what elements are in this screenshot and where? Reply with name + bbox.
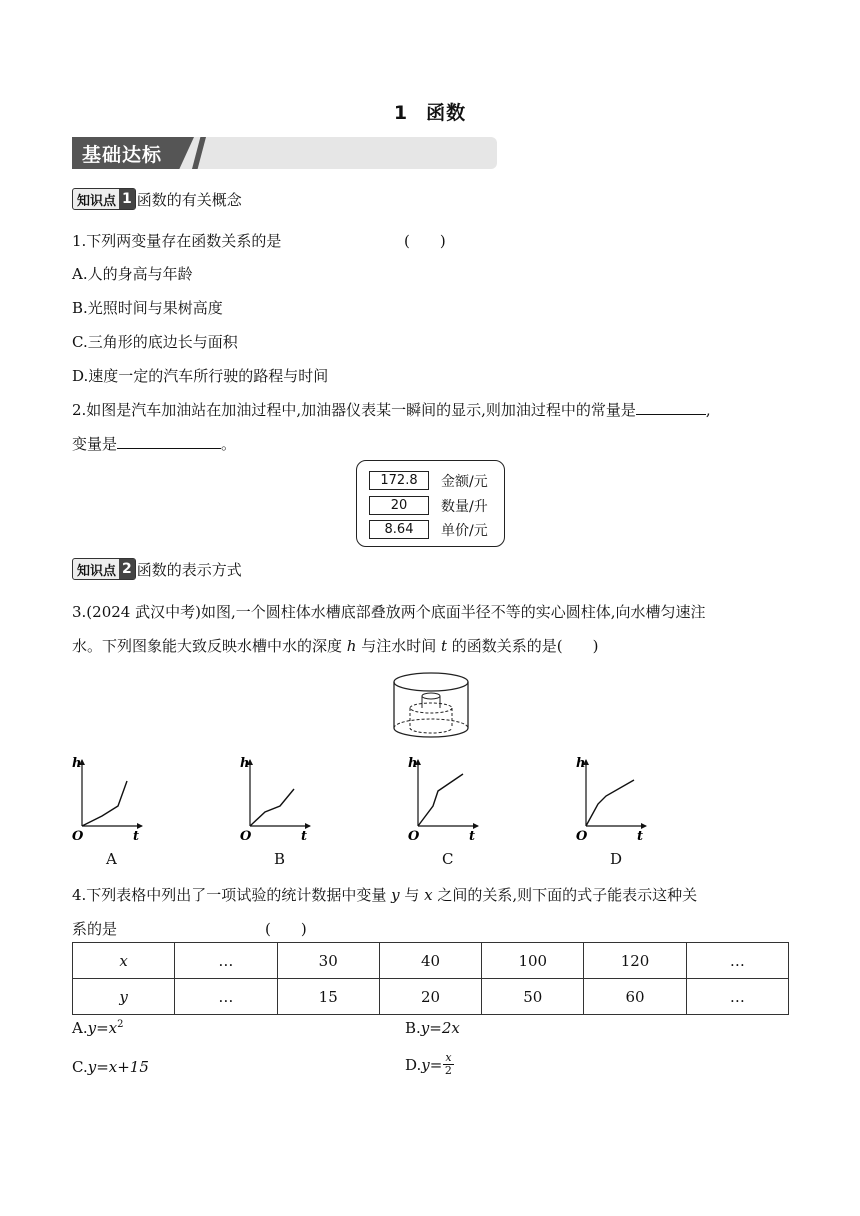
- graph-curve: [586, 780, 634, 826]
- graph-curve: [418, 774, 463, 826]
- axis-label-h: h: [240, 756, 250, 771]
- axis-label-t: t: [133, 829, 140, 844]
- answer-paren: ( ): [265, 920, 307, 938]
- title-number: 1: [393, 102, 409, 124]
- question-1-stem: 1.下列两变量存在函数关系的是 ( ): [72, 232, 446, 250]
- q4-option-b: B.y=2x: [405, 1019, 460, 1037]
- axis-label-h: h: [408, 756, 418, 771]
- question-4-line2: 系的是 ( ): [72, 920, 307, 938]
- fraction: $\frac{x}{2}$: [444, 1051, 452, 1077]
- option-c: C.三角形的底边长与面积: [72, 333, 238, 351]
- axis-label-t: t: [637, 829, 644, 844]
- q4-option-a: $A.y=x^2$: [72, 1019, 124, 1037]
- axis-label-h: h: [72, 756, 82, 771]
- origin-label: O: [576, 829, 588, 844]
- axis-label-t: t: [469, 829, 476, 844]
- cylinder-tank-figure: [390, 670, 472, 742]
- graph-label: B: [274, 850, 286, 868]
- table-row-y: [73, 979, 789, 1015]
- table-row-x: [73, 943, 789, 979]
- graph-label: D: [610, 850, 623, 868]
- knowledge-point-title: 函数的有关概念: [136, 190, 242, 209]
- knowledge-point-2: [72, 558, 242, 580]
- data-table: [72, 942, 789, 1015]
- section-banner: [72, 137, 497, 169]
- axis-label-h: h: [576, 756, 586, 771]
- fuel-pump-meter: [356, 460, 505, 547]
- page-title: [0, 98, 860, 125]
- origin-label: O: [72, 829, 84, 844]
- axis-label-t: t: [301, 829, 308, 844]
- title-text: 函数: [426, 102, 467, 124]
- banner-text: 基础达标: [82, 144, 163, 166]
- table-cell: 40: [379, 943, 481, 979]
- question-3-line2: 水。下列图象能大致反映水槽中水的深度 h 与注水时间 t 的函数关系的是( ): [72, 637, 599, 655]
- graph-curve: [250, 789, 294, 826]
- option-d: D.速度一定的汽车所行驶的路程与时间: [72, 367, 329, 385]
- table-cell: 120: [584, 943, 686, 979]
- table-cell: …: [175, 943, 277, 979]
- question-4-line1: 4.下列表格中列出了一项试验的统计数据中变量 y 与 x 之间的关系,则下面的式子能表示这种关: [72, 886, 698, 904]
- option-b: B.光照时间与果树高度: [72, 299, 223, 317]
- graph-label: A: [106, 850, 117, 868]
- option-a: A.人的身高与年龄: [72, 265, 193, 283]
- graph-d: [576, 756, 656, 844]
- graph-c: [408, 756, 488, 844]
- table-cell: …: [175, 979, 277, 1015]
- graph-a: [72, 756, 152, 844]
- graph-curve: [82, 781, 127, 826]
- origin-label: O: [240, 829, 252, 844]
- knowledge-point-1: [72, 188, 242, 210]
- graph-label: C: [442, 850, 454, 868]
- table-cell: 15: [277, 979, 379, 1015]
- question-3-line1: 3.(2024 武汉中考)如图,一个圆柱体水槽底部叠放两个底面半径不等的实心圆柱体,向水槽匀速注: [72, 603, 706, 621]
- meter-row-price: 8.64 单价/元: [369, 520, 488, 539]
- table-cell: 60: [584, 979, 686, 1015]
- table-cell: …: [686, 979, 788, 1015]
- table-cell: …: [686, 943, 788, 979]
- question-2-line2: 变量是 。: [72, 435, 237, 453]
- knowledge-point-title: 函数的表示方式: [136, 560, 242, 579]
- knowledge-point-tag: 知识点 2: [72, 558, 136, 580]
- table-cell: x: [73, 943, 175, 979]
- answer-blank-variable: [117, 434, 221, 449]
- table-cell: 50: [482, 979, 584, 1015]
- q4-option-c: C.y=x+15: [72, 1058, 149, 1076]
- graph-b: [240, 756, 320, 844]
- question-2-stem: 2.如图是汽车加油站在加油过程中,加油器仪表某一瞬间的显示,则加油过程中的常量是 ,: [72, 401, 711, 419]
- meter-row-amount: 172.8 金额/元: [369, 471, 488, 490]
- table-cell: 20: [379, 979, 481, 1015]
- answer-paren: ( ): [404, 232, 446, 250]
- knowledge-point-tag: 知识点 1: [72, 188, 136, 210]
- origin-label: O: [408, 829, 420, 844]
- answer-blank-constant: [636, 400, 706, 415]
- meter-row-quantity: 20 数量/升: [369, 496, 488, 515]
- table-cell: 100: [482, 943, 584, 979]
- q4-option-d: D. y= $\frac{x}{2}$: [405, 1051, 452, 1077]
- table-cell: 30: [277, 943, 379, 979]
- table-cell: y: [73, 979, 175, 1015]
